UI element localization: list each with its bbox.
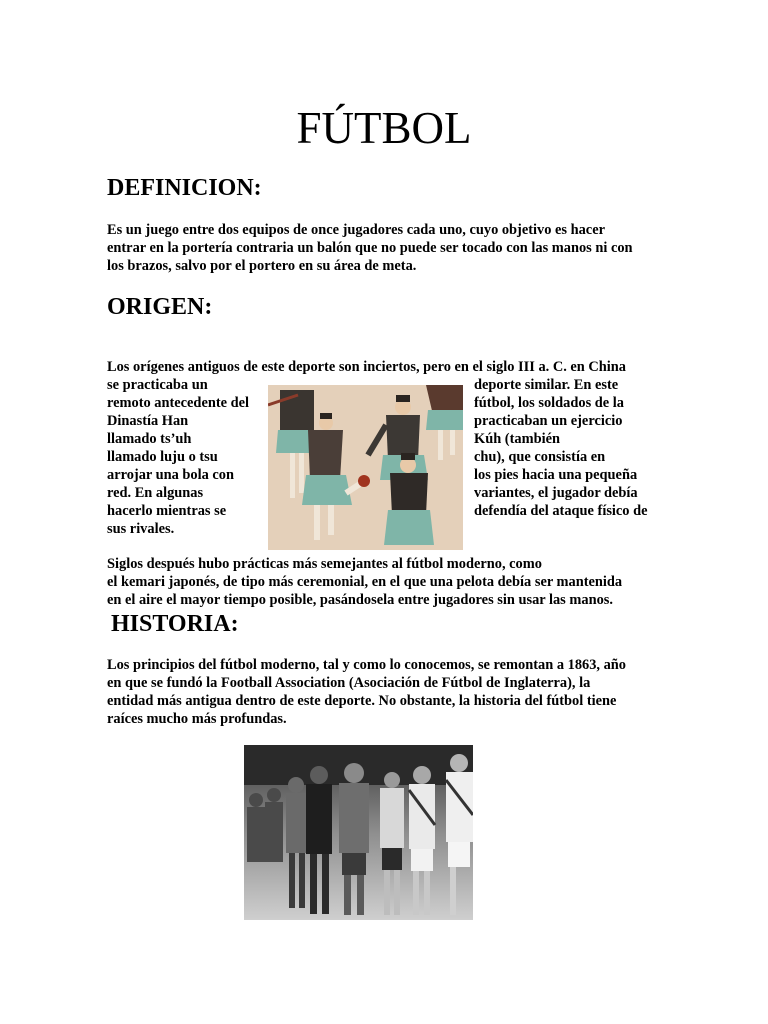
- origen-left-line: llamado luju o tsu: [107, 449, 218, 465]
- historia-line: en que se fundó la Football Association (Asociación de Fútbol de Inglaterra), la: [107, 675, 591, 691]
- origen-right-line: Kúh (también: [474, 431, 560, 447]
- origen-left-line: sus rivales.: [107, 521, 175, 537]
- definicion-line: entrar en la portería contraria un balón que no puede ser tocado con las manos ni con: [107, 240, 633, 256]
- origen-left-line: se practicaba un: [107, 377, 208, 393]
- cuju-painting-image: [268, 385, 463, 550]
- definicion-line: los brazos, salvo por el portero en su área de meta.: [107, 258, 417, 274]
- origen-after-line: el kemari japonés, de tipo más ceremonial, en el que una pelota debía ser mantenida: [107, 574, 623, 590]
- definicion-line: Es un juego entre dos equipos de once jugadores cada uno, cuyo objetivo es hacer: [107, 222, 605, 238]
- historia-line: Los principios del fútbol moderno, tal y como lo conocemos, se remontan a 1863, año: [107, 657, 626, 673]
- page-title: FÚTBOL: [296, 103, 472, 153]
- origen-right-line: fútbol, los soldados de la: [474, 395, 624, 411]
- origen-left-line: remoto antecedente del: [107, 395, 249, 411]
- football-team-photo: [244, 745, 473, 920]
- origen-right-line: variantes, el jugador debía: [474, 485, 638, 501]
- origen-left-line: arrojar una bola con: [107, 467, 234, 483]
- historia-line: raíces mucho más profundas.: [107, 711, 287, 727]
- origen-left-line: red. En algunas: [107, 485, 204, 501]
- origen-right-line: chu), que consistía en: [474, 449, 606, 465]
- origen-heading: ORIGEN:: [107, 294, 213, 320]
- origen-left-line: Dinastía Han: [107, 413, 189, 429]
- origen-after-line: en el aire el mayor tiempo posible, pasándosela entre jugadores sin usar las manos.: [107, 592, 613, 608]
- definicion-heading: DEFINICION:: [107, 175, 262, 201]
- origen-intro: Los orígenes antiguos de este deporte son inciertos, pero en el siglo III a. C. en China: [107, 359, 626, 375]
- historia-line: entidad más antigua dentro de este deporte. No obstante, la historia del fútbol tiene: [107, 693, 617, 709]
- origen-left-line: llamado ts’uh: [107, 431, 192, 447]
- origen-right-line: deporte similar. En este: [474, 377, 619, 393]
- historia-heading: HISTORIA:: [111, 611, 239, 637]
- origen-after-line: Siglos después hubo prácticas más semejantes al fútbol moderno, como: [107, 556, 542, 572]
- origen-right-line: practicaban un ejercicio: [474, 413, 623, 429]
- origen-right-line: defendía del ataque físico de: [474, 503, 648, 519]
- origen-right-line: los pies hacia una pequeña: [474, 467, 638, 483]
- origen-left-line: hacerlo mientras se: [107, 503, 227, 519]
